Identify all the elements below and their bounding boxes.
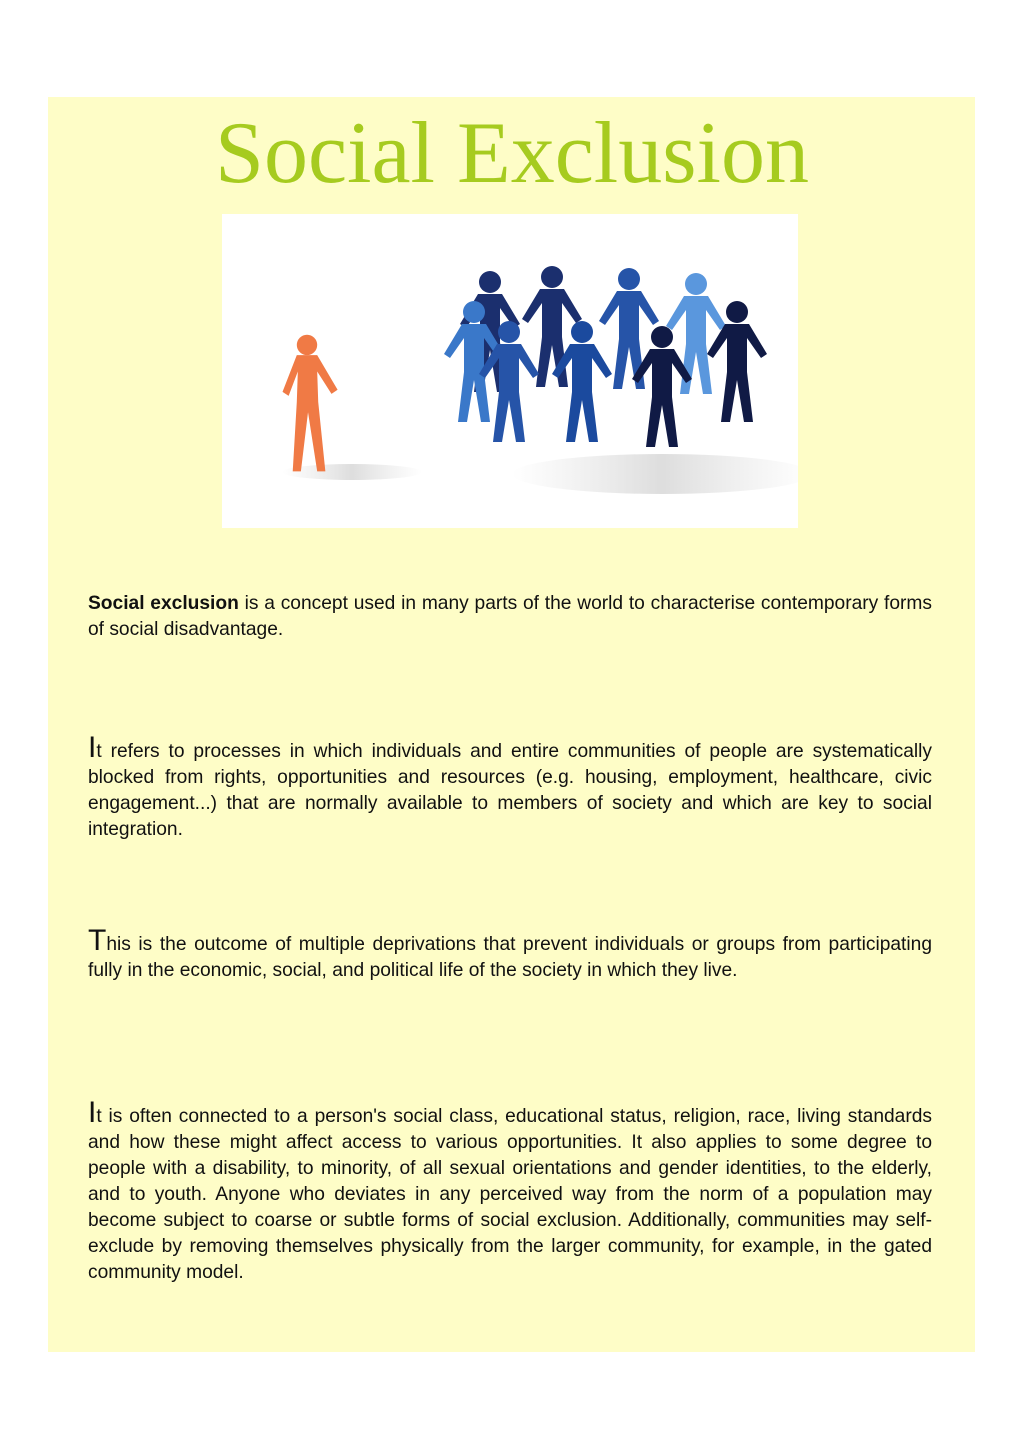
paragraph-outcome — [88, 926, 932, 984]
paragraph-text: his is the outcome of multiple deprivations that prevent individuals or groups from participating fully in the economic, social, and political life of the society in which they live. — [88, 934, 932, 981]
paragraph-processes — [88, 733, 932, 843]
paragraph-connections — [88, 1098, 932, 1286]
paragraph-lead-term: Social exclusion — [88, 593, 239, 614]
group-shadow — [512, 454, 798, 494]
outsider-figure — [283, 335, 338, 472]
paper-people-image — [222, 214, 798, 528]
paragraph-initial: I — [88, 1096, 97, 1129]
paragraph-text: is a concept used in many parts of the world to characterise contemporary forms of social disadvantage. — [88, 593, 932, 640]
paragraph-definition — [88, 591, 932, 643]
paragraph-initial: I — [88, 731, 97, 764]
paragraph-initial: T — [88, 924, 107, 957]
paragraph-text: t is often connected to a person's social class, educational status, religion, race, living standards and how these might affect access to various opportunities. It also applies to some degree to people with a disability, to minority, of all sexual orientations and gender identities, to the elderly, and to youth. Anyone who deviates in any perceived way from the norm of a population may become subject to coarse or subtle forms of social exclusion. Additionally, communities may self-exclude by removing themselves physically from the larger community, for example, in the gated community model. — [88, 1106, 932, 1283]
paper-people-illustration — [222, 214, 798, 528]
outsider-shadow — [282, 464, 422, 480]
group-front-row — [479, 321, 692, 447]
page-title: Social Exclusion — [215, 105, 809, 202]
paragraph-text: t refers to processes in which individuals and entire communities of people are systematically blocked from rights, opportunities and resources (e.g. housing, employment, healthcare, civic engagement...) that are normally available to members of society and which are key to social integration. — [88, 741, 932, 840]
